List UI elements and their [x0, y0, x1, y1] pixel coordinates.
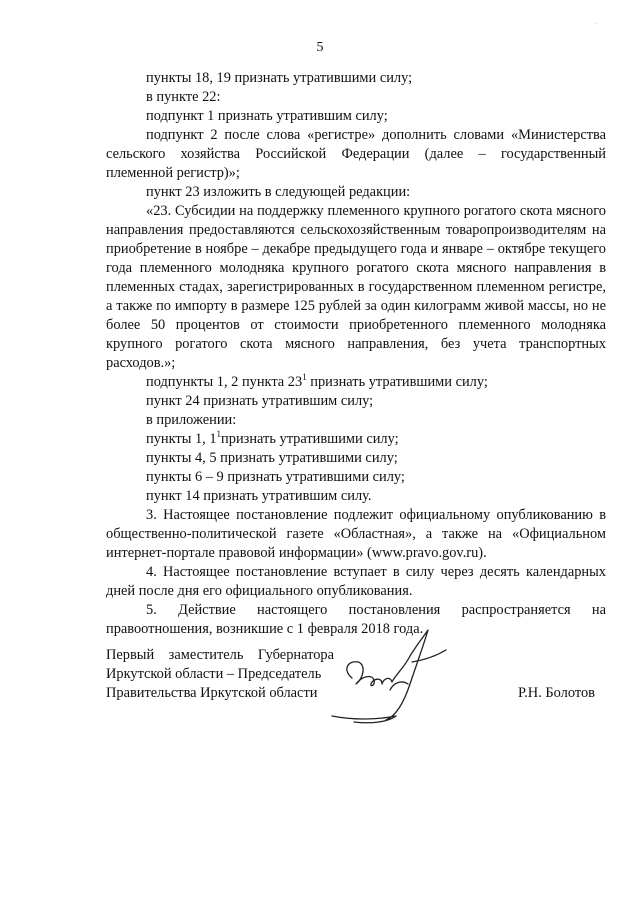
paragraph-points-18-19: пункты 18, 19 признать утратившими силу;: [146, 70, 413, 86]
paragraph-point-24: пункт 24 признать утратившим силу;: [146, 393, 374, 409]
superscript-mark: 1: [302, 372, 307, 383]
paragraph-point-22: в пункте 22:: [146, 89, 221, 105]
signatory-title-line-3: Правительства Иркутской области: [106, 685, 318, 701]
paragraph-point-14: пункт 14 признать утратившим силу.: [146, 488, 372, 504]
points-1-text: пункты 1, 1: [146, 431, 217, 447]
signatory-title-line-2: Иркутской области – Председатель: [106, 666, 322, 682]
points-1-text-end: признать утратившими силу;: [221, 431, 399, 447]
signatory-title-line-1: Первый заместитель Губернатора: [106, 647, 334, 663]
paragraph-subpoint-1: подпункт 1 признать утратившим силу;: [146, 108, 388, 124]
paragraph-points-4-5: пункты 4, 5 признать утратившими силу;: [146, 450, 398, 466]
page-number: 5: [316, 40, 324, 55]
paragraph-subpoint-2: подпункт 2 после слова «регистре» дополнить словами «Министерства сельского хозяйства Российской Федерации (далее – государственный племенной регистр)»;: [106, 127, 606, 181]
signatory-name: Р.Н. Болотов: [518, 685, 595, 701]
paragraph-item-5: 5. Действие настоящего постановления распространяется на правоотношения, возникшие с 1 февраля 2018 года.: [106, 602, 606, 637]
paragraph-point-23-intro: пункт 23 изложить в следующей редакции:: [146, 184, 411, 200]
paragraph-subpoints-23-1: [106, 373, 606, 392]
paragraph-point-23-text: «23. Субсидии на поддержку племенного крупного рогатого скота мясного направления предоставляются сельскохозяйственным товаропроизводителям на приобретение в ноябре – декабре предыдущего года и январе – октябре текущего года племенного молодняка крупного рогатого скота мясного направления в племенных стадах, зарегистрированных в государственном племенном регистре, а также по импорту в размере 125 рублей за один килограмм живой массы, но не более 50 процентов от стоимости приобретенного племенного молодняка крупного рогатого скота мясного направления, без учета транспортных расходов.»;: [106, 203, 606, 371]
signatory-title: [106, 646, 334, 703]
paragraph-points-6-9: пункты 6 – 9 признать утратившими силу;: [146, 469, 405, 485]
paragraph-item-4: 4. Настоящее постановление вступает в силу через десять календарных дней после дня его официального опубликования.: [106, 564, 606, 599]
paragraph-appendix: в приложении:: [146, 412, 237, 428]
superscript-mark: 1: [216, 429, 222, 440]
subpoints-text: подпункты 1, 2 пункта 23: [146, 374, 303, 390]
document-body: [106, 69, 606, 639]
corner-mark: .: [596, 20, 598, 26]
handwritten-signature: [312, 626, 472, 724]
paragraph-points-1: [106, 430, 606, 449]
paragraph-item-3: 3. Настоящее постановление подлежит официальному опубликованию в общественно-политической газете «Областная», а также на «Официальном интернет-портале правовой информации» (www.pravo.gov.ru).: [106, 507, 606, 561]
subpoints-text-end: признать утратившими силу;: [306, 374, 488, 390]
